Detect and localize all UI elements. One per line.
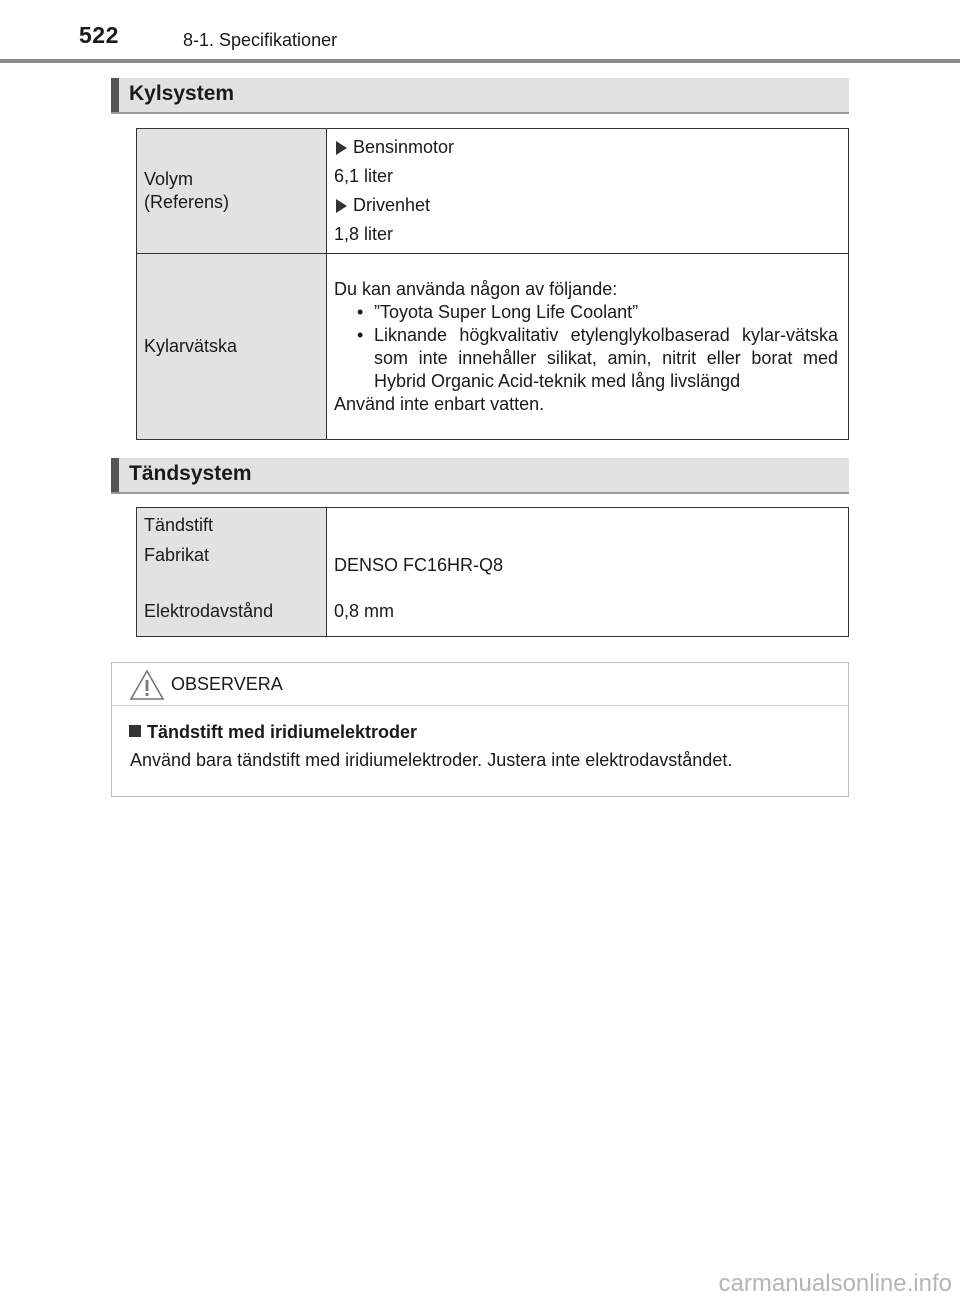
coolant-row [137,254,849,440]
coolant-note: Använd inte enbart vatten. [334,393,545,414]
section-accent [111,458,119,492]
gasoline-engine-value: 6,1 liter [334,166,394,186]
warning-icon [129,669,165,701]
square-bullet-icon [129,725,141,737]
arrow-right-icon [336,199,347,213]
watermark: carmanualsonline.info [718,1270,952,1297]
drive-unit-label: Drivenhet [353,195,431,215]
make-row [137,544,849,588]
volume-value [327,129,849,254]
gap-value: 0,8 mm [327,588,849,637]
coolant-options-list [334,301,838,393]
cooling-section-title: Kylsystem [129,82,235,105]
section-label: 8-1. Specifikationer [183,30,338,50]
coolant-label: Kylarvätska [137,254,327,440]
gasoline-engine-heading [334,136,838,159]
notice-item-title-text: Tändstift med iridiumelektroder [147,722,418,742]
ignition-spec-table [136,507,849,637]
notice-label: OBSERVERA [171,674,283,694]
cooling-spec-table [136,128,849,440]
drive-unit-heading [334,194,838,217]
spark-plug-label: Tändstift [137,508,327,544]
volume-label: Volym (Referens) [137,129,327,254]
coolant-intro: Du kan använda någon av följande: [334,278,618,299]
gasoline-engine-label: Bensinmotor [353,137,455,157]
make-label: Fabrikat [137,544,327,588]
volume-row [137,129,849,254]
arrow-right-icon [336,141,347,155]
coolant-value [327,254,849,440]
spark-plug-row [137,508,849,544]
ignition-section-title: Tändsystem [129,462,252,485]
gap-label: Elektrodavstånd [137,588,327,637]
section-accent [111,78,119,112]
gap-row [137,588,849,637]
cooling-section-header [111,78,849,114]
page-number: 522 [79,22,119,48]
ignition-section-header [111,458,849,494]
coolant-option: • ”Toyota Super Long Life Coolant” [374,301,838,324]
notice-header [112,663,848,706]
notice-box [111,662,849,797]
header-rule [0,59,960,63]
coolant-option: • Liknande högkvalitativ etylenglykolbaserad kylar-vätska som inte innehåller silikat, amin, nitrit eller borat med Hybrid Organic Acid-teknik med lång livslängd [374,324,838,393]
notice-item-text: Använd bara tändstift med iridiumelektroder. Justera inte elektrodavståndet. [130,750,733,770]
drive-unit-value: 1,8 liter [334,224,394,244]
notice-item-title [129,722,417,743]
make-value: DENSO FC16HR-Q8 [327,544,849,588]
